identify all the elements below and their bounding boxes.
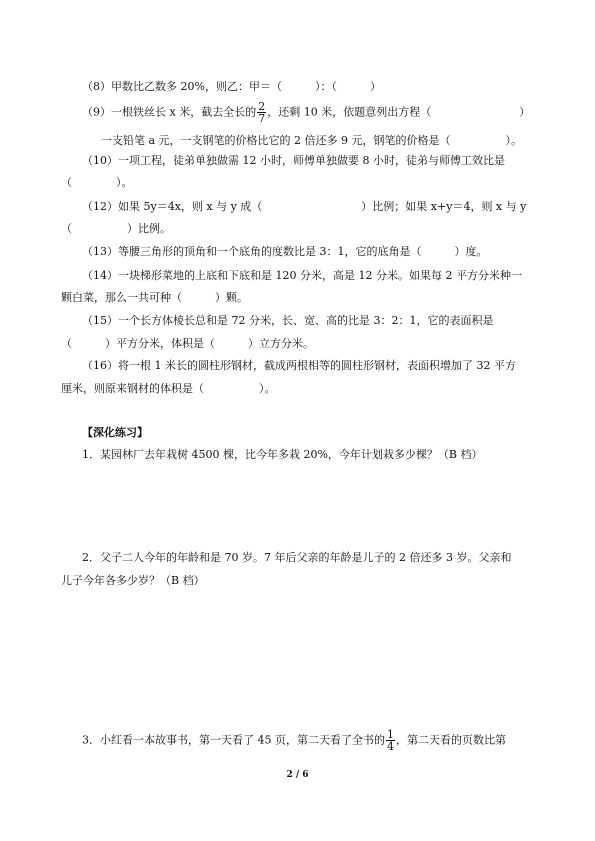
problem-3-text-end: ，第二天看的页数比第	[396, 733, 506, 747]
question-10-continuation: （ ）。	[61, 176, 133, 189]
problem-2-continuation: 儿子今年各多少岁？（B 档）	[61, 574, 205, 587]
question-14-continuation: 颗白菜，那么一共可种（ ）颗。	[61, 291, 248, 304]
question-14: （14）一块梯形菜地的上底和下底和是 120 分米，高是 12 分米。如果每 2 平方分米种一	[82, 269, 522, 282]
page-number: 2 / 6	[286, 770, 309, 780]
problem-1: 1．某园林厂去年栽树 4500 棵，比今年多栽 20%，今年计划栽多少棵？（B 档）	[82, 448, 483, 461]
question-10: （10）一项工程，徒弟单独做需 12 小时，师傅单独做要 8 小时，徒弟与师傅工效比是	[82, 154, 505, 167]
question-9	[82, 101, 530, 124]
fraction-numerator: 2	[258, 100, 266, 113]
section-title: 【深化练习】	[82, 426, 148, 439]
question-12-continuation: （ ）比例。	[61, 222, 171, 235]
question-9-continuation: 一支铅笔 a 元，一支钢笔的价格比它的 2 倍还多 9 元，钢笔的价格是（ ）。	[101, 134, 523, 147]
question-13: （13）等腰三角形的顶角和一个底角的度数比是 3：1，它的底角是（ ）度。	[82, 245, 488, 258]
question-8: （8）甲数比乙数多 20%，则乙：甲＝（ ）：（ ）	[82, 80, 381, 93]
problem-2: 2．父子二人今年的年龄和是 70 岁。7 年后父亲的年龄是儿子的 2 倍还多 3 岁。父亲和	[82, 551, 512, 564]
question-16: （16）将一根 1 米长的圆柱形钢材，截成两根相等的圆柱形钢材，表面积增加了 32 平方	[82, 359, 516, 372]
question-16-continuation: 厘米，则原来钢材的体积是（ ）。	[61, 382, 276, 395]
question-9-text-end: ，还剩 10 米，依题意列出方程（ ）	[267, 105, 531, 119]
fraction-numerator: 1	[387, 728, 394, 741]
question-15-continuation: （ ）平方分米，体积是（ ）立方分米。	[61, 337, 314, 350]
question-12: （12）如果 5y＝4x，则 x 与 y 成（ ）比例；如果 x+y＝4，则 x 与 y	[82, 200, 527, 213]
fraction-denominator: 7	[258, 112, 266, 125]
fraction-denominator: 4	[387, 740, 394, 753]
problem-3	[82, 729, 506, 752]
fraction-one-quarter	[386, 729, 395, 752]
problem-3-text-start: 3．小红看一本故事书，第一天看了 45 页，第二天看了全书的	[82, 733, 385, 747]
question-15: （15）一个长方体棱长总和是 72 分米，长、宽、高的比是 3：2：1，它的表面积是	[82, 314, 494, 327]
fraction-two-sevenths	[257, 101, 266, 124]
question-9-text-start: （9）一根铁丝长 x 米，截去全长的	[82, 105, 257, 119]
